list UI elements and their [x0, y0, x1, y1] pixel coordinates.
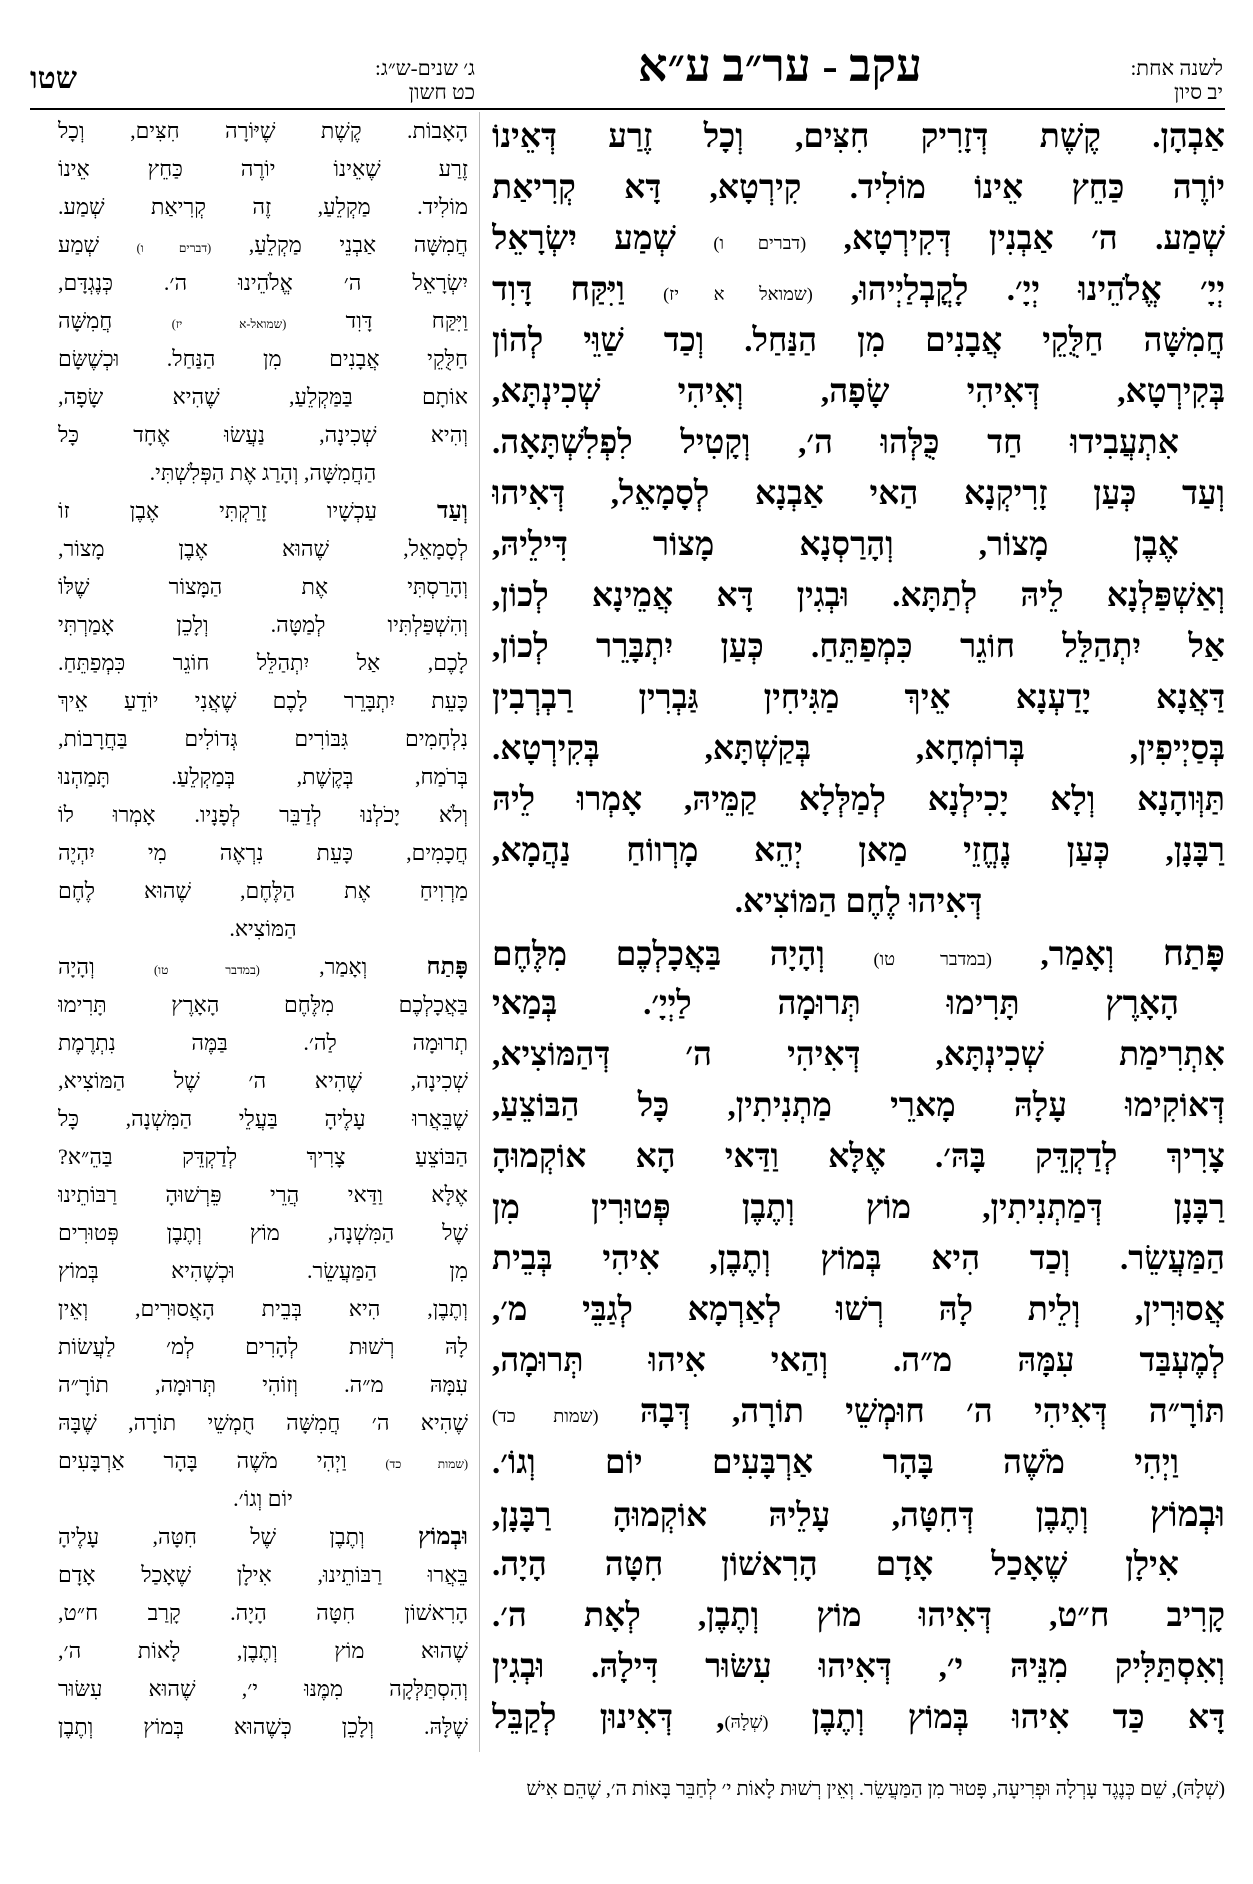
main-text-column	[492, 112, 1225, 1744]
main-text-line	[492, 1642, 1225, 1693]
text-segment: שֶׁל הַמִּשְׁנָה, מוֹץ וְתֶבֶן פְּטוּרִים	[58, 1220, 468, 1245]
translation-line	[58, 150, 468, 188]
text-segment: עַכְשָׁיו זָרַקְתִּי אֶבֶן זוֹ	[58, 498, 438, 523]
text-segment: וְאַשְׁפַּלְנָא לֵיהּ לְתַתָּא. וּבְגִין דָּא אֲמֵינָא לְכוֹן,	[492, 578, 1225, 614]
main-text-line	[492, 877, 1225, 928]
main-text-line	[492, 1540, 1225, 1591]
paragraph-opening-word: וּבְמוֹץ	[417, 1524, 468, 1550]
main-text-line	[492, 469, 1225, 520]
text-segment: הַחֲמִשָּׁה, וְהָרַג אֶת הַפְּלִשְׁתִּי.	[149, 460, 377, 485]
text-segment: אוֹתָם בַּמַּקְלֵעַ, שֶׁהִיא שָׂפָה,	[58, 384, 468, 409]
schedule-date: יב סיון	[1173, 80, 1223, 105]
translation-line	[58, 454, 468, 492]
text-segment: וְתֶבֶן דְּחִטָּה, עָלֵיהּ אוֹקְמוּהָ רַבָּנָן,	[492, 1498, 1150, 1534]
text-segment: חֲמִשָּׁה	[58, 308, 172, 333]
main-text-line	[492, 928, 1225, 979]
text-segment: הַבּוֹצֵעַ צָרִיךְ לְדַקְדֵּק בַּהֵ״א?	[58, 1144, 468, 1169]
text-segment: אִילָן שֶׁאָכַל אָדָם הָרִאשׁוֹן חִטָּה הָיָה.	[492, 1547, 1179, 1583]
text-segment: , דְּאִינוּן לְקַבֵּל	[492, 1700, 725, 1736]
text-segment: יְיָ׳ אֱלֹהֵינוּ יְיָ׳. לָקֳבְלַיְיהוּ,	[812, 272, 1225, 308]
paragraph-opening-word: פָּתַח	[1162, 933, 1225, 973]
text-segment: וְאִסְתַּלִּיק מִנֵּיהּ י׳, דְּאִיהוּ עִשּׂוּר דִּילָהּ. וּבְגִין	[492, 1649, 1225, 1685]
translation-line	[58, 1366, 468, 1404]
translation-line	[58, 910, 468, 948]
verse-reference: (שמואל א יז)	[663, 284, 813, 304]
translation-line	[58, 720, 468, 758]
main-text-line	[492, 163, 1225, 214]
translation-line	[58, 378, 468, 416]
text-segment: וַיְהִי מֹשֶׁה בָּהָר אַרְבָּעִים יוֹם וְגוֹ׳.	[492, 1445, 1179, 1481]
translation-line	[58, 1594, 468, 1632]
translation-line	[58, 226, 468, 264]
text-segment: שְׁמַע. ה׳ אַבְנִין דְּקִירְטָא,	[806, 221, 1225, 257]
text-segment: רַבָּנָן, כְּעַן נֶחֱזֵי מַאן יְהֵא מָרְווֹחַ נַהֲמָא,	[492, 833, 1225, 869]
main-text-line	[492, 1387, 1225, 1438]
text-segment: בַּאֲכָלְכֶם מִלֶּחֶם הָאָרֶץ תָּרִימוּ	[58, 992, 468, 1017]
text-segment: חֲמִשָּׁה אַבְנֵי מַקְלֵעַ,	[211, 232, 468, 257]
schedule-label: ג׳ שנים-ש״ג:	[375, 56, 475, 80]
text-segment: שְׁכִינָה, שֶׁהִיא ה׳ שֶׁל הַמּוֹצִיא,	[58, 1068, 468, 1093]
text-segment: תּוֹרָ״ה דְּאִיהִי ה׳ חוּמְשֵׁי תוֹרָה, דְּבָהּ	[598, 1394, 1225, 1430]
verse-reference: (במדבר טו)	[873, 949, 992, 969]
main-text-line	[492, 1081, 1225, 1132]
text-segment: אִתְעֲבִידוּ חַד כֻּלְּהוּ ה׳, וְקָטִיל לִפְלִשְׁתָּאָה.	[492, 425, 1179, 461]
text-segment: לְמֶעְבַּד עִמָּהּ מ״ה. וְהַאי אִיהוּ תְּרוּמָה,	[492, 1343, 1225, 1379]
translation-line	[58, 1404, 468, 1442]
footer-continuation-text: (שְׁלָהּ), שֵׁם כְּנֶגֶד עָרְלָה וּפְרִיעָה, פָּטוּר מִן הַמַּעֲשֵׂר. וְאֵין רְשׁוּת לָאוֹת י׳ לְחַבֵּר בָּאוֹת ה׳, שֶׁהֵם אִישׁ	[526, 1778, 1225, 1800]
text-segment: וְהִסְתַּלְּקָה מִמֶּנּוּ י׳, שֶׁהוּא עִשּׂוּר	[58, 1676, 468, 1701]
translation-line	[58, 834, 468, 872]
translation-line	[58, 1024, 468, 1062]
text-segment: לָכֶם, אַל יִתְהַלֵּל חוֹגֵר כִּמְפַתֵּחַ.	[58, 650, 468, 675]
translation-line	[58, 758, 468, 796]
main-text-line	[492, 571, 1225, 622]
text-segment: וְהִיא שְׁכִינָה, נַעֲשׂוּ אֶחָד כָּל	[58, 422, 468, 447]
translation-line	[58, 606, 468, 644]
text-segment: שֶׁהִיא ה׳ חֲמִשָּׁה חֻמְשֵׁי תוֹרָה, שֶׁבָּהּ	[58, 1410, 468, 1435]
text-segment: וְהָיָה	[58, 954, 154, 979]
text-segment: יִשְׂרָאֵל ה׳ אֱלֹהֵינוּ ה׳. כְּנֶגְדָּם,	[58, 270, 468, 295]
translation-line	[58, 1442, 468, 1480]
text-segment: בְּקִירְטָא, דְּאִיהִי שָׂפָה, וְאִיהִי שְׁכִינְתָּא,	[492, 374, 1225, 410]
verse-reference: (שמות כד)	[492, 1406, 599, 1426]
translation-line	[58, 264, 468, 302]
translation-line	[58, 986, 468, 1024]
header-study-schedule-three-years	[300, 56, 475, 104]
main-text-line	[492, 1591, 1225, 1642]
verse-reference: (דברים ו)	[136, 241, 212, 255]
translation-line	[58, 1214, 468, 1252]
main-text-line	[492, 673, 1225, 724]
text-segment: חַלֻּקֵי אֲבָנִים מִן הַנַּחַל. וּכְשֶׁשָּׂם	[58, 346, 468, 371]
text-segment: וְאָמַר,	[991, 937, 1163, 973]
text-segment: שֶׁבֵּאֲרוּ עָלֶיהָ בַּעֲלֵי הַמִּשְׁנָה, כָּל	[58, 1106, 468, 1131]
main-text-line	[492, 775, 1225, 826]
text-segment: שְׁמַע	[58, 232, 137, 257]
main-text-line	[492, 1285, 1225, 1336]
text-segment: אֶבֶן מָצוֹר, וְהָרַסְנָא מָצוֹר דִּילֵיהּ,	[492, 527, 1179, 563]
header-study-schedule-one-year	[1023, 56, 1223, 104]
text-segment: יוֹרֶה כַּחֵץ אֵינוֹ מוֹלִיד. קִירְטָא, דָּא קְרִיאַת	[492, 170, 1225, 206]
text-segment: בְּרֹמַח, בְּקֶשֶׁת, בְּמַקְלֵעַ. תָּמַהְנוּ	[58, 764, 468, 789]
text-segment: לְסָמָאֵל, שֶׁהוּא אֶבֶן מָצוֹר,	[58, 536, 468, 561]
schedule-label: לשנה אחת:	[1130, 56, 1223, 80]
translation-line	[58, 1556, 468, 1594]
translation-line	[58, 1100, 468, 1138]
header-divider	[30, 108, 1225, 110]
column-divider	[479, 112, 480, 1752]
main-text-line	[492, 724, 1225, 775]
text-segment: בְּסַיְיפִין, בְּרוֹמְחָא, בְּקַשְׁתָּא, בְּקִירְטָא.	[492, 731, 1225, 767]
translation-line	[58, 112, 468, 150]
translation-line	[58, 1252, 468, 1290]
text-segment: וְהָרַסְתִּי אֶת הַמָּצוֹר שֶׁלּוֹ	[58, 574, 468, 599]
text-segment: נִלְחָמִים גִּבּוֹרִים גְּדוֹלִים בַּחֲרָבוֹת,	[58, 726, 468, 751]
main-text-line	[492, 418, 1225, 469]
translation-line	[58, 416, 468, 454]
main-text-line	[492, 1030, 1225, 1081]
text-segment: בֵּאֲרוּ רַבּוֹתֵינוּ, אִילָן שֶׁאָכַל אָדָם	[58, 1562, 468, 1587]
main-text-line	[492, 265, 1225, 316]
verse-reference: (דברים ו)	[713, 233, 807, 253]
translation-line	[58, 1708, 468, 1746]
translation-line	[58, 340, 468, 378]
text-segment: הָרִאשׁוֹן חִטָּה הָיָה. קָרַב ח״ט,	[58, 1600, 468, 1625]
text-segment: וְלֹא יָכֹלְנוּ לְדַבֵּר לְפָנָיו. אָמְרוּ לוֹ	[58, 802, 468, 827]
paragraph-opening-word: פָּתַח	[426, 954, 468, 980]
main-text-line	[492, 622, 1225, 673]
text-segment: וְתֶבֶן, הִיא בְּבֵית הָאֲסוּרִים, וְאֵין	[58, 1296, 468, 1321]
translation-line	[58, 568, 468, 606]
main-text-line	[492, 1336, 1225, 1387]
text-segment: לָהּ רְשׁוּת לְהָרִים לְמ׳ לַעֲשׂוֹת	[58, 1334, 468, 1359]
schedule-date: כט חשון	[408, 80, 475, 105]
main-text-line	[492, 367, 1225, 418]
translation-line	[58, 302, 468, 340]
main-text-line	[492, 1438, 1225, 1489]
translation-line	[58, 1670, 468, 1708]
text-segment: צָרִיךְ לְדַקְדֵּק בָּהּ׳. אֶלָּא וַדַּאי הָא אוֹקְמוּהָ	[492, 1139, 1225, 1175]
text-segment: אֶלָּא וַדַּאי הֲרֵי פֵּרְשׁוּהָ רַבּוֹתֵינוּ	[58, 1182, 468, 1207]
text-segment: יוֹם וְגוֹ׳.	[233, 1486, 293, 1511]
translation-line	[58, 796, 468, 834]
text-segment: שְׁמַע יִשְׂרָאֵל	[492, 221, 714, 257]
text-segment: תַּוְּוהָנָא וְלָא יָכִילְנָא לְמַלְּלָא קַמֵּיהּ, אָמְרוּ לֵיהּ	[492, 782, 1225, 818]
main-text-line	[492, 1183, 1225, 1234]
text-segment: הָאָבוֹת. קֶשֶׁת שֶׁיּוֹרָה חִצִּים, וְכָל	[58, 118, 468, 143]
text-segment: וְתֶבֶן שֶׁל חִטָּה, עָלֶיהָ	[58, 1524, 418, 1549]
text-segment: הָאָרֶץ תָּרִימוּ תְּרוּמָה לַיְיָ׳. בְּמַאי	[492, 986, 1179, 1022]
verse-reference: (שְׁלָהּ)	[724, 1712, 769, 1732]
main-text-line	[492, 520, 1225, 571]
verse-reference: (שמות כד)	[385, 1457, 468, 1471]
main-text-line	[492, 1132, 1225, 1183]
text-segment: דָּא כַּד אִיהוּ בְּמוֹץ וְתֶבֶן	[768, 1700, 1225, 1736]
translation-line	[58, 1062, 468, 1100]
main-text-line	[492, 826, 1225, 877]
main-text-line	[492, 979, 1225, 1030]
text-segment: אַבְהָן. קֶשֶׁת דְּזָרִיק חִצִּים, וְכָל זֶרַע דְּאֵינוֹ	[492, 119, 1225, 155]
main-text-line	[492, 112, 1225, 163]
text-segment: וְהָיָה בַּאֲכָלְכֶם מִלֶּחֶם	[492, 937, 874, 973]
text-segment: קָרִיב ח״ט, דְּאִיהוּ מוֹץ וְתֶבֶן, לְאָת ה׳.	[492, 1598, 1225, 1634]
translation-line	[58, 1290, 468, 1328]
text-segment: דְּאוֹקִימוּ עָלָהּ מָארֵי מַתְנִיתִין, כָּל הַבּוֹצֵעַ,	[492, 1088, 1225, 1124]
main-text-line	[492, 316, 1225, 367]
text-segment: דַּאֲנָא יָדַעְנָא אֵיךְ מַגִּיחִין גַּבְרִין רַבְרְבִין	[492, 680, 1225, 716]
text-segment: וַיְהִי מֹשֶׁה בָּהָר אַרְבָּעִים	[58, 1448, 386, 1473]
text-segment: וְעַד כְּעַן זָרִיקְנָא הַאי אַבְנָא לְסָמָאֵל, דְּאִיהוּ	[492, 476, 1225, 512]
text-segment: שֶׁהוּא מוֹץ וְתֶבֶן, לָאוֹת ה׳,	[58, 1638, 468, 1663]
text-segment: הַמַּעֲשֵׂר. וְכַד הִיא בְּמוֹץ וְתֶבֶן, אִיהִי בְּבֵית	[492, 1241, 1225, 1277]
text-segment: זֶרַע שֶׁאֵינוֹ יוֹרֶה כַּחֵץ אֵינוֹ	[58, 156, 468, 181]
text-segment: אַל יִתְהַלֵּל חוֹגֵר כִּמְפַתֵּחַ. כְּעַן יִתְבָּרֵר לְכוֹן,	[492, 629, 1225, 665]
translation-line	[58, 1480, 468, 1518]
page-number: שטו	[30, 62, 78, 95]
translation-line	[58, 188, 468, 226]
translation-column	[58, 112, 468, 1746]
translation-line	[58, 1138, 468, 1176]
text-segment: אִתְרִימַת שְׁכִינְתָּא, דְּאִיהִי ה׳ דְּהַמּוֹצִיא,	[492, 1037, 1225, 1073]
paragraph-opening-word: וּבְמוֹץ	[1149, 1494, 1225, 1534]
translation-line	[58, 682, 468, 720]
translation-line	[58, 530, 468, 568]
text-segment: וְהִשְׁפַּלְתִּיו לְמַטָּה. וְלָכֵן אָמַרְתִּי	[58, 612, 468, 637]
verse-reference: (במדבר טו)	[153, 963, 260, 977]
text-segment: וַיִּקַּח דָּוִד	[286, 308, 468, 333]
page-title: עקב - ער״ב ע״א	[638, 40, 922, 91]
main-text-line	[492, 1234, 1225, 1285]
text-segment: שֶׁלָּהּ. וְלָכֵן כְּשֶׁהוּא בְּמוֹץ וְתֶבֶן	[58, 1714, 468, 1739]
translation-line	[58, 948, 468, 986]
verse-reference: (שמואל-א יז)	[171, 317, 287, 331]
text-segment: חֲמִשָּׁה חַלֻּקֵי אֲבָנִים מִן הַנַּחַל. וְכַד שַׁוֵּי לְהוֹן	[492, 323, 1225, 359]
main-text-line	[492, 1693, 1225, 1744]
text-segment: חֲכָמִים, כָּעֵת נִרְאֶה מִי יִהְיֶה	[58, 840, 468, 865]
text-segment: מַרְוִיחַ אֶת הַלֶּחֶם, שֶׁהוּא לֶחֶם	[58, 878, 468, 903]
main-text-line	[492, 214, 1225, 265]
text-segment: תְרוּמָה לַה׳. בַּמֶּה נִתְרֶמֶת	[58, 1030, 468, 1055]
text-segment: הַמּוֹצִיא.	[229, 916, 297, 941]
text-segment: עִמָּהּ מ״ה. וְזוֹהִי תְּרוּמָה, תוֹרָ״ה	[58, 1372, 468, 1397]
text-segment: רַבָּנָן דְּמַתְנִיתִין, מוֹץ וְתֶבֶן פְּטוּרִין מִן	[492, 1190, 1225, 1226]
text-segment: מוֹלִיד. מַקְלֵעַ, זֶה קְרִיאַת שְׁמַע.	[58, 194, 468, 219]
text-segment: דְּאִיהוּ לֶחֶם הַמּוֹצִיא.	[734, 884, 983, 920]
translation-line	[58, 1518, 468, 1556]
text-segment: וַיִּקַּח דָּוִד	[492, 272, 664, 308]
translation-line	[58, 644, 468, 682]
translation-line	[58, 1176, 468, 1214]
translation-line	[58, 1328, 468, 1366]
paragraph-opening-word: וְעַד	[437, 498, 468, 524]
main-text-line	[492, 1489, 1225, 1540]
translation-line	[58, 1632, 468, 1670]
translation-line	[58, 872, 468, 910]
translation-line	[58, 492, 468, 530]
text-segment: אֲסוּרִין, וְלֵית לָהּ רְשׁוּ לְאַרְמָא לְגַבֵּי מ׳,	[492, 1292, 1225, 1328]
text-segment: מִן הַמַּעֲשֵׂר. וּכְשֶׁהִיא בְּמוֹץ	[58, 1258, 468, 1283]
text-segment: כָּעֵת יִתְבָּרֵר לָכֶם שֶׁאֲנִי יוֹדֵעַ אֵיךְ	[58, 688, 468, 713]
text-segment: וְאָמַר,	[259, 954, 427, 979]
